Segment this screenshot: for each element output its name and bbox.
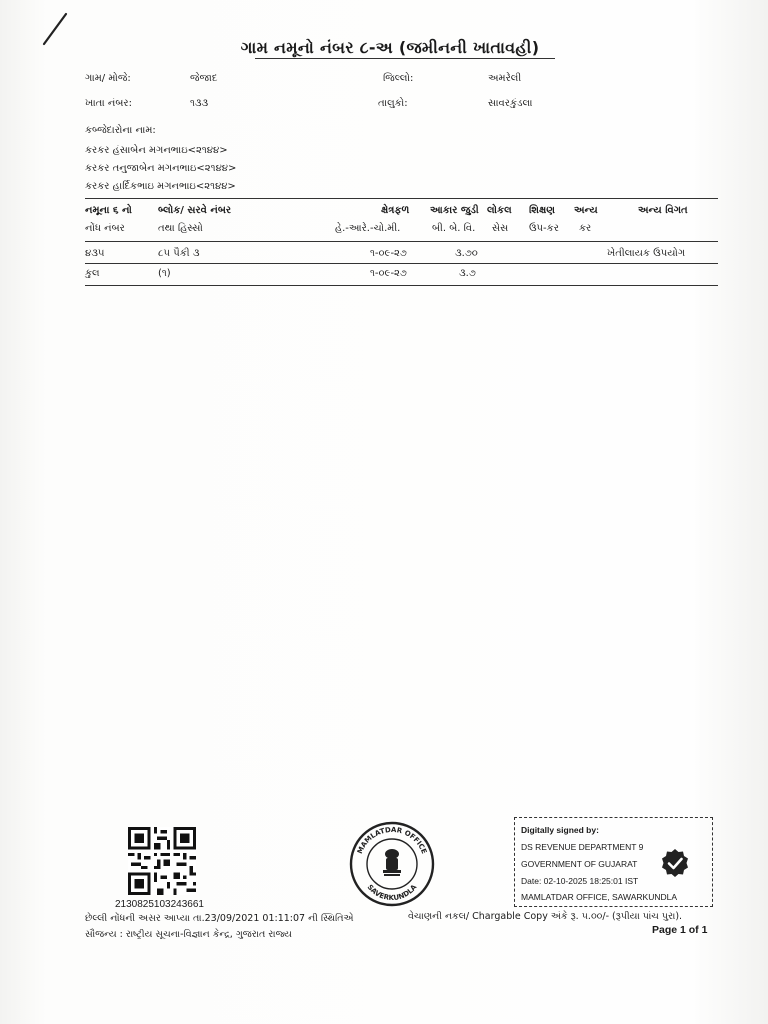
owners-heading: કબ્જેદારોના નામ: (85, 125, 156, 136)
seal-top-text: MAMLATDAR OFFICE (355, 825, 429, 856)
total-area: ૧-૦૯-૨૭ (370, 268, 407, 279)
qr-code-number: 2130825103243661 (115, 899, 204, 910)
seal-bottom-text: SAVERKUNDLA (365, 883, 419, 903)
column-header-assessment: આકાર જુડી (430, 205, 479, 216)
row-rule (85, 263, 718, 264)
owner-name: કરકર તનુજાબેન મગનભાઇ<૨૧૪૪> (85, 163, 237, 174)
column-header-education: શિક્ષણ (529, 205, 555, 216)
header-bottom-rule (85, 241, 718, 242)
copy-fee-note: વેચાણની નકલ/ Chargable Copy અંકે રૂ. ૫.૦૦/- (રૂપીયા પાંચ પુરા). (408, 911, 683, 922)
cell-assessment: ૩.૭૦ (455, 248, 478, 259)
column-header-note-number: નમૂના ૬ નો (85, 205, 132, 216)
office-seal-stamp (348, 820, 436, 908)
signature-organization: GOVERNMENT OF GUJARAT (521, 859, 638, 869)
qr-code-image (128, 827, 196, 895)
owner-name: કરકર હાર્દિકભાઇ મગનભાઇ<૨૧૪૪> (85, 181, 236, 192)
district-label: જિલ્લો: (383, 73, 414, 84)
last-entry-status: છેલ્લી નોંધની અસર આપ્યા તા.23/09/2021 01:11:07 ની સ્થિતિએ (85, 913, 354, 924)
column-subheader-survey: તથા હિસ્સો (158, 223, 203, 234)
account-number-label: ખાતા નંબર: (85, 98, 132, 109)
signature-heading: Digitally signed by: (521, 825, 599, 835)
table-bottom-rule (85, 285, 718, 286)
column-header-other-tax: અન્ય (574, 205, 598, 216)
cell-note-number: ૪૩૫ (85, 248, 105, 259)
column-subheader-area: હે.-આરે.-ચો.મી. (335, 223, 401, 234)
village-label: ગામ/ મોજે: (85, 73, 131, 84)
column-header-other-details: અન્ય વિગત (638, 205, 688, 216)
signature-date: Date: 02-10-2025 18:25:01 IST (521, 876, 639, 886)
column-header-local-cess: લોકલ (487, 205, 512, 216)
column-subheader-note-number: નોંધ નંબર (85, 223, 125, 234)
verified-check-icon (660, 848, 690, 878)
column-subheader-other-tax: કર (579, 223, 592, 234)
total-count: (૧) (158, 268, 171, 279)
column-subheader-education: ઉપ-કર (529, 223, 559, 234)
account-number-value: ૧૩૩ (190, 98, 209, 109)
cell-survey-number: ૮૫ પૈકી ૩ (158, 248, 200, 259)
district-value: અમરેલી (488, 73, 522, 84)
title-underline (255, 58, 555, 59)
signature-office: MAMLATDAR OFFICE, SAWARKUNDLA (521, 892, 678, 902)
page-title: ગામ નમૂનો નંબર ૮-અ (જમીનની ખાતાવહી) (240, 38, 540, 57)
cell-other-details: ખેતીલાયક ઉપયોગ (607, 248, 686, 259)
total-assessment: ૩.૭ (459, 268, 476, 279)
village-value: જેજાદ (190, 73, 218, 84)
column-subheader-assessment: બી. બે. વિ. (432, 223, 476, 234)
taluka-value: સાવરકુંડલા (488, 98, 533, 109)
taluka-label: તાલુકો: (378, 98, 408, 109)
column-subheader-local-cess: સેસ (492, 223, 509, 234)
cell-area: ૧-૦૯-૨૭ (370, 248, 407, 259)
column-header-area: ક્ષેત્રફળ (381, 205, 410, 216)
pen-stroke-mark (40, 12, 70, 46)
table-top-rule (85, 198, 718, 199)
total-label: કુલ (85, 268, 100, 279)
page-number: Page 1 of 1 (652, 924, 708, 936)
signature-signer: DS REVENUE DEPARTMENT 9 (521, 842, 644, 852)
owner-name: કરકર હંસાબેન મગનભાઇ<૨૧૪૪> (85, 145, 228, 156)
column-header-survey: બ્લોક/ સરવે નંબર (158, 205, 232, 216)
digital-signature-box (514, 817, 713, 907)
courtesy-line: સૌજન્ય : રાષ્ટ્રીય સૂચના-વિજ્ઞાન કેન્દ્ર, ગુજરાત રાજ્ય (85, 929, 292, 940)
